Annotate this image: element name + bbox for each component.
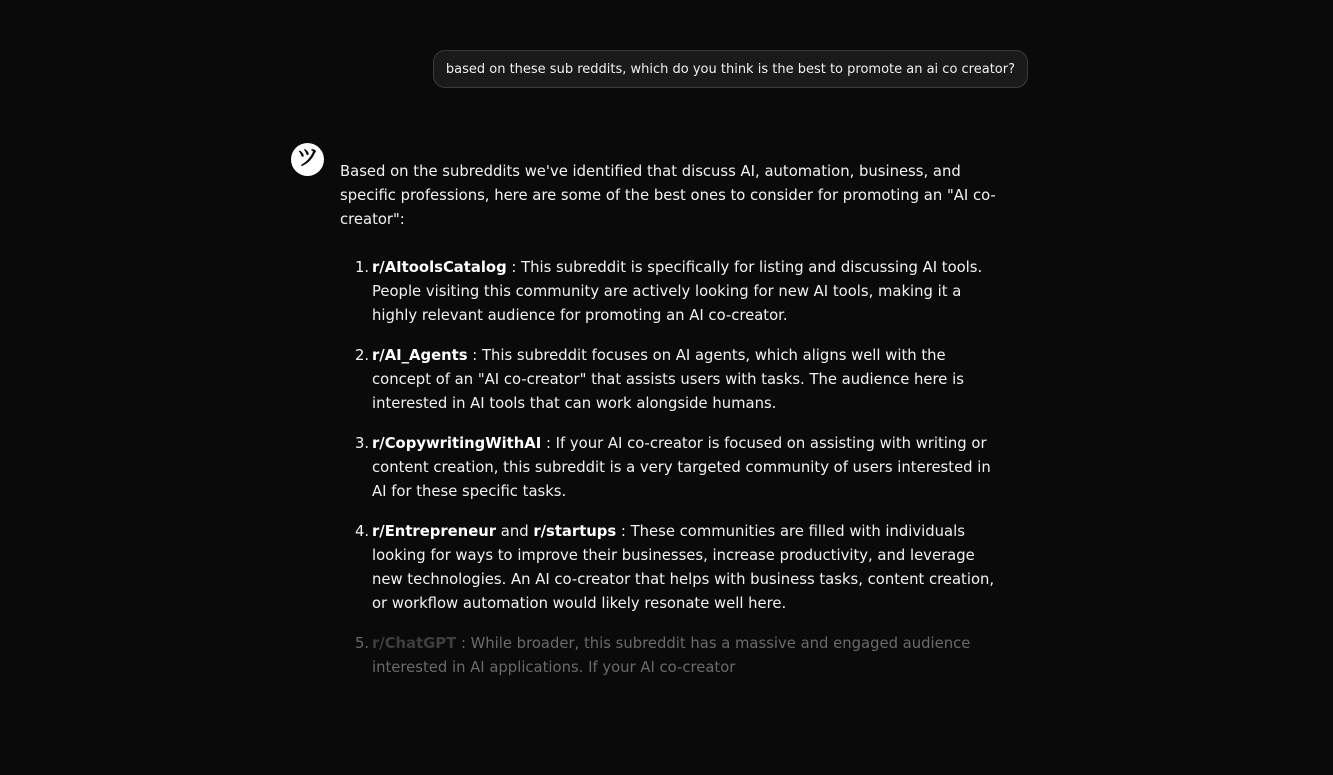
assistant-avatar [291, 143, 324, 176]
subreddit-name: r/Entrepreneur [372, 523, 497, 540]
user-message-text: based on these sub reddits, which do you think is the best to promote an ai co creator? [445, 61, 1015, 77]
assistant-response [340, 160, 1005, 696]
list-item [340, 344, 1005, 416]
list-item-text: : If your AI co-creator is focused on assisting with writing or content creation, this subreddit is a very targeted community of users interested in AI for these specific tasks. [372, 435, 991, 500]
list-item-text: : These communities are filled with individuals looking for ways to improve their businesses, increase productivity, and leverage new technologies. An AI co-creator that helps with business tasks, content creation, or workflow automation would likely resonate well here. [372, 523, 995, 612]
list-item-number: 4. [355, 523, 370, 540]
list-item-number: 3. [355, 435, 370, 452]
list-item [340, 632, 1005, 680]
subreddit-name: r/ChatGPT [372, 635, 457, 652]
subreddit-name: r/CopywritingWithAI [372, 435, 542, 452]
subreddit-name: r/startups [533, 523, 617, 540]
list-item [340, 432, 1005, 504]
list-item [340, 256, 1005, 328]
user-message-bubble [433, 50, 1028, 88]
list-item-text: : This subreddit focuses on AI agents, which aligns well with the concept of an "AI co-creator" that assists users with tasks. The audience here is interested in AI tools that can work alongside humans. [372, 347, 964, 412]
subreddit-name: r/AI_Agents [372, 347, 468, 364]
subreddit-name: r/AItoolsCatalog [372, 259, 507, 276]
list-item-number: 5. [355, 635, 370, 652]
list-item-number: 2. [355, 347, 370, 364]
list-item-text: : While broader, this subreddit has a massive and engaged audience interested in AI applications. If your AI co-creator [372, 635, 971, 676]
response-intro: Based on the subreddits we've identified that discuss AI, automation, business, and specific professions, here are some of the best ones to consider for promoting an "AI co-creator": [340, 163, 996, 228]
list-item-connector: and [496, 523, 534, 540]
list-item-text: : This subreddit is specifically for listing and discussing AI tools. People visiting this community are actively looking for new AI tools, making it a highly relevant audience for promoting an AI co-creator. [372, 259, 983, 324]
smiley-icon: ツ [296, 145, 319, 171]
list-item-number: 1. [355, 259, 370, 276]
recommendation-list [340, 256, 1005, 680]
list-item [340, 520, 1005, 616]
